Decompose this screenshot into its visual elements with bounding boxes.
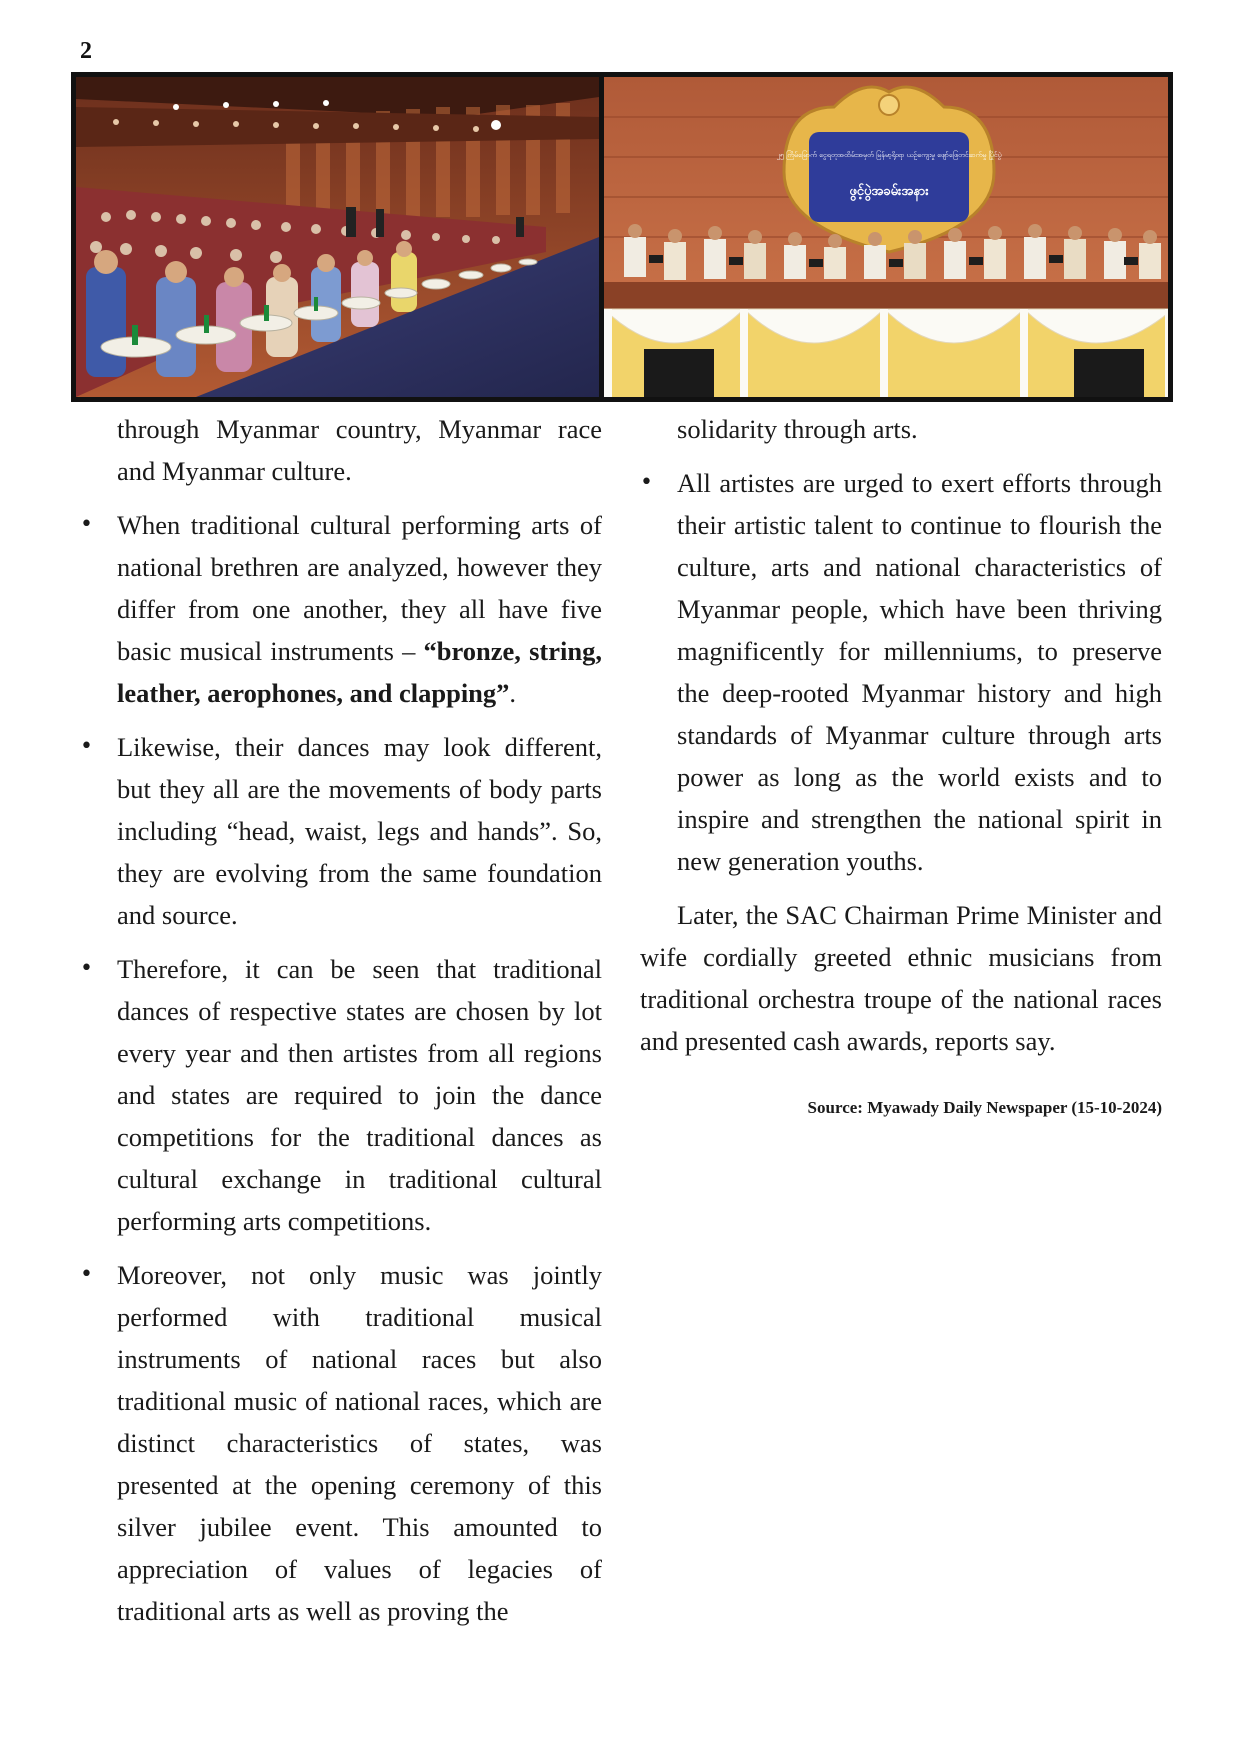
banner-subtitle: ဖွင့်ပွဲအခမ်းအနား — [849, 184, 929, 199]
source-citation: Source: Myawady Daily Newspaper (15-10-2024) — [807, 1098, 1162, 1117]
bullet-item-artistes: • All artistes are urged to exert efforts through their artistic talent to continue to flourish the culture, arts and national characteristics of Myanmar people, which have been thriving magnificently for millenniums, to preserve the deep-rooted Myanmar history and high standards of Myanmar culture through arts power as long as the world exists and to inspire and strengthen the national spirit in new generation youths. — [640, 462, 1162, 882]
page-number: 2 — [80, 38, 92, 64]
orchestra-stage-photo — [604, 77, 1168, 397]
closing-paragraph: Later, the SAC Chairman Prime Minister and wife cordially greeted ethnic musicians from traditional orchestra troupe of the national races and presented cash awards, reports say. — [640, 900, 1162, 1056]
audience-photo — [76, 77, 599, 397]
bullet-item-dances: • Likewise, their dances may look different, but they all are the movements of body parts including “head, waist, legs and hands”. So, they are evolving from the same foundation and source. — [80, 726, 602, 936]
bullet-text: When traditional cultural performing arts of national brethren are analyzed, however they differ from one another, they all have five basic musical instruments – — [117, 510, 602, 666]
left-continuation-text: through Myanmar country, Myanmar race and Myanmar culture. — [117, 414, 602, 486]
bullet-bold-text: “bronze, string, leather, aerophones, and clapping” — [117, 636, 602, 708]
right-bullet-list — [640, 462, 1162, 882]
photo-strip — [71, 72, 1173, 402]
bullet-text-end: . — [509, 678, 517, 708]
right-continuation-text: solidarity through arts. — [677, 414, 918, 444]
bullet-item-instruments — [80, 504, 602, 714]
bullet-item-competitions: • Therefore, it can be seen that traditional dances of respective states are chosen by lot every year and then artistes from all regions and states are required to join the dance competitions for the traditional dances as cultural exchange in traditional cultural performing arts competitions. — [80, 948, 602, 1242]
bullet-item-opening-ceremony: • Moreover, not only music was jointly performed with traditional musical instruments of national races but also traditional music of national races, which are distinct characteristics of states, was presented at the opening ceremony of this silver jubilee event. This amounted to appreciation of values of legacies of traditional arts as well as proving the — [80, 1254, 602, 1632]
banner-title: ၂၅ ကြိမ်မြောက် ငွေရတုအထိမ်းအမှတ် မြန်မာ့ရိုးရာ ယဉ်ကျေးမှု ဖျော်ဖြေတင်ဆက်မှု ပြိုင်ပွဲ — [776, 151, 1002, 159]
left-bullet-list — [80, 504, 602, 1632]
left-column — [80, 408, 602, 1644]
right-column — [640, 408, 1162, 1120]
